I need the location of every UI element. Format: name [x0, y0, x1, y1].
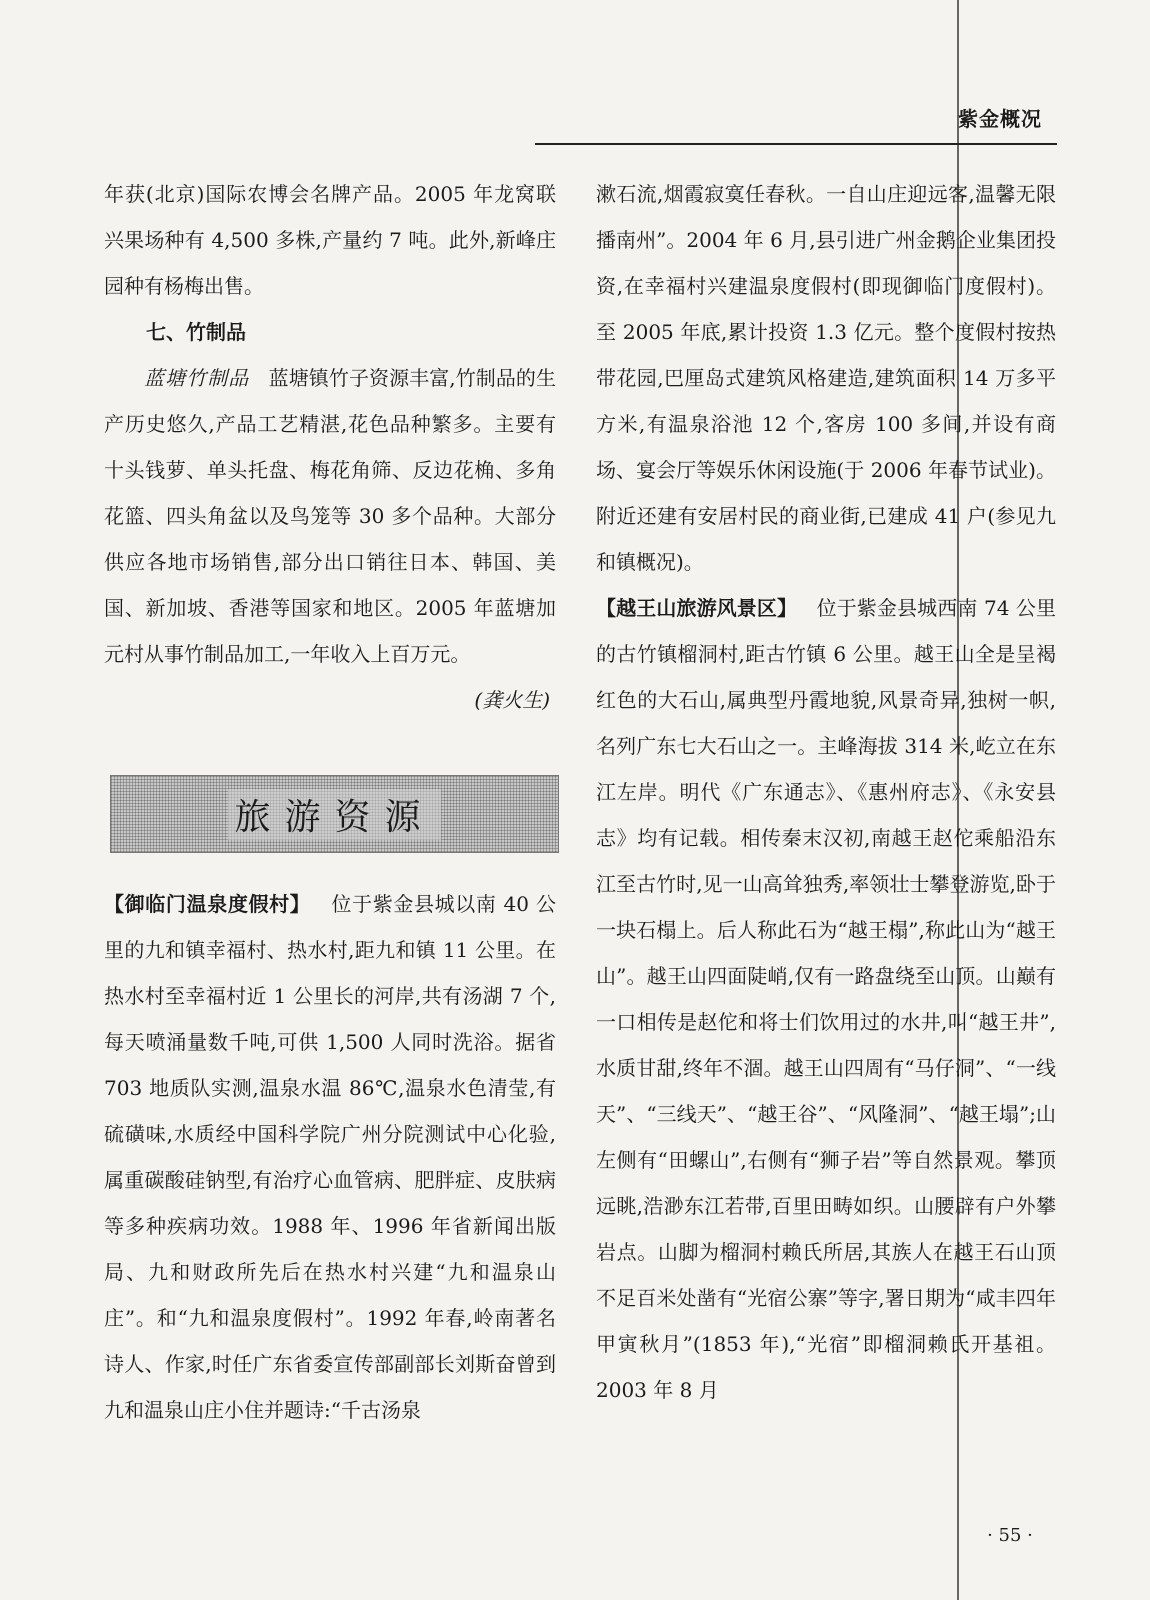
- bamboo-entry-title: 蓝塘竹制品: [144, 366, 250, 390]
- entry-title-yuewang: 【越王山旅游风景区】: [596, 596, 798, 620]
- bamboo-entry-body: 蓝塘镇竹子资源丰富,竹制品的生产历史悠久,产品工艺精湛,花色品种繁多。主要有十头钱萝、单头托盘、梅花角筛、反边花桷、多角花篮、四头角盆以及鸟笼等 30 多个品种。大部分供应各地市场销售,部分出口销往日本、韩国、美国、新加坡、香港等国家和地区。2005 年蓝塘加元村从事竹制品加工,一年收入上百万元。: [104, 366, 557, 666]
- right-column: [596, 171, 1056, 1413]
- entry-title-hot-spring: 【御临门温泉度假村】: [104, 892, 311, 916]
- paragraph-entry-yuewang: [596, 585, 1056, 1413]
- header-rule: [535, 143, 1057, 145]
- author-credit: (龚火生): [474, 688, 550, 712]
- entry-body-yuewang: 位于紫金县城西南 74 公里的古竹镇榴洞村,距古竹镇 6 公里。越王山全是呈褐红色的大石山,属典型丹霞地貌,风景奇异,独树一帜,名列广东七大石山之一。主峰海拔 314 米,屹立在东江左岸。明代《广东通志》、《惠州府志》、《永安县志》均有记载。相传秦末汉初,南越王赵佗乘船沿东江至古竹时,见一山高耸独秀,率领壮士攀登游览,卧于一块石榻上。后人称此石为“越王榻”,称此山为“越王山”。越王山四面陡峭,仅有一路盘绕至山顶。山巅有一口相传是赵佗和将士们饮用过的水井,叫“越王井”,水质甘甜,终年不涸。越王山四周有“马仔洞”、“一线天”、“三线天”、“越王谷”、“风隆洞”、“越王塌”;山左侧有“田螺山”,右侧有“狮子岩”等自然景观。攀顶远眺,浩渺东江若带,百里田畴如织。山腰辟有户外攀岩点。山脚为榴洞村赖氏所居,其族人在越王石山顶不足百米处凿有“光宿公寨”等字,署日期为“咸丰四年甲寅秋月”(1853 年),“光宿”即榴洞赖氏开基祖。2003 年 8 月: [596, 596, 1057, 1402]
- banner-title: 旅游资源: [228, 789, 440, 840]
- entry-body-hot-spring: 位于紫金县城以南 40 公里的九和镇幸福村、热水村,距九和镇 11 公里。在热水村至幸福村近 1 公里长的河岸,共有汤湖 7 个,每天喷涌量数千吨,可供 1,500 人同时洗浴。据省 703 地质队实测,温泉水温 86℃,温泉水色清莹,有硫磺味,水质经中国科学院广州分院测试中心化验,属重碳酸硅钠型,有治疗心血管病、肥胖症、皮肤病等多种疾病功效。1988 年、1996 年省新闻出版局、九和财政所先后在热水村兴建“九和温泉山庄”。和“九和温泉度假村”。1992 年春,岭南著名诗人、作家,时任广东省委宣传部副部长刘斯奋曾到九和温泉山庄小住并题诗:“千古汤泉: [104, 892, 556, 1422]
- paragraph-intro: 年获(北京)国际农博会名牌产品。2005 年龙窝联兴果场种有 4,500 多株,产量约 7 吨。此外,新峰庄园种有杨梅出售。: [104, 182, 556, 298]
- running-header: 紫金概况: [958, 107, 1042, 131]
- section-banner: [110, 775, 559, 853]
- section-heading-bamboo: 七、竹制品: [146, 320, 246, 344]
- paragraph-continued: 漱石流,烟霞寂寞任春秋。一自山庄迎远客,温馨无限播南州”。2004 年 6 月,县引进广州金鹅企业集团投资,在幸福村兴建温泉度假村(即现御临门度假村)。至 2005 年底,累计投资 1.3 亿元。整个度假村按热带花园,巴厘岛式建筑风格建造,建筑面积 14 万多平方米,有温泉浴池 12 个,客房 100 多间,并设有商场、宴会厅等娱乐休闲设施(于 2006 年春节试业)。附近还建有安居村民的商业街,已建成 41 户(参见九和镇概况)。: [596, 182, 1056, 574]
- left-column: [104, 171, 556, 1433]
- page-number: · 55 ·: [987, 1525, 1033, 1546]
- paragraph-entry-hot-spring: [104, 881, 556, 1433]
- paragraph-bamboo: [104, 355, 556, 677]
